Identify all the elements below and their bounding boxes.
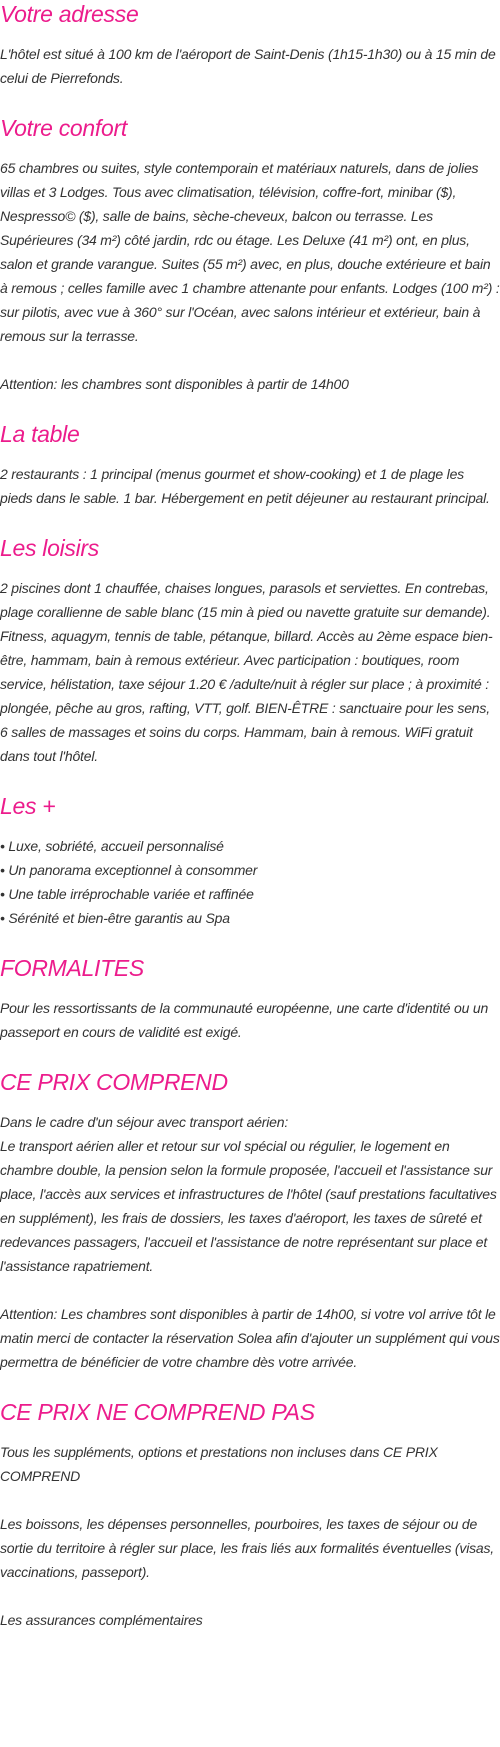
confort-attention: Attention: les chambres sont disponibles à partir de 14h00 bbox=[0, 376, 349, 392]
section-title-table: La table bbox=[0, 421, 80, 447]
section-title-confort: Votre confort bbox=[0, 115, 127, 141]
formalites-text: Pour les ressortissants de la communauté européenne, une carte d'identité ou un passeport en cours de validité est exigé. bbox=[0, 1000, 489, 1040]
section-title-formalites: FORMALITES bbox=[0, 955, 144, 981]
plus-item: • Une table irréprochable variée et raffinée bbox=[0, 886, 254, 902]
plus-item: • Sérénité et bien-être garantis au Spa bbox=[0, 910, 230, 926]
ne-comprend-assurances: Les assurances complémentaires bbox=[0, 1612, 203, 1628]
loisirs-text: 2 piscines dont 1 chauffée, chaises longues, parasols et serviettes. En contrebas, plage corallienne de sable blanc (15 min à pied ou navette gratuite sur demande). Fitness, aquagym, tennis de table, pétanque, billard. Accès au 2ème espace bien-être, hammam, bain à remous extérieur. Avec participation : boutiques, room service, hélistation, taxe séjour 1.20 € /adulte/nuit à régler sur place ; à proximité : plongée, pêche au gros, rafting, VTT, golf. BIEN-ÊTRE : sanctuaire pour les sens, 6 salles de massages et soins du corps. Hammam, bain à remous. WiFi gratuit dans tout l'hôtel. bbox=[0, 580, 493, 764]
comprend-attention: Attention: Les chambres sont disponibles à partir de 14h00, si votre vol arrive tôt le matin merci de contacter la réservation Solea afin d'ajouter un supplément qui vous permettra de bénéficier de votre chambre dès votre arrivée. bbox=[0, 1306, 500, 1370]
section-title-adresse: Votre adresse bbox=[0, 1, 139, 27]
plus-item: • Luxe, sobriété, accueil personnalisé bbox=[0, 838, 224, 854]
confort-text: 65 chambres ou suites, style contemporain et matériaux naturels, dans de jolies villas et 3 Lodges. Tous avec climatisation, télévision, coffre-fort, minibar ($), Nespresso© ($), salle de bains, sèche-cheveux, balcon ou terrasse. Les Supérieures (34 m²) côté jardin, rdc ou étage. Les Deluxe (41 m²) ont, en plus, salon et grande varangue. Suites (55 m²) avec, en plus, douche extérieure et bain à remous ; celles famille avec 1 chambre attenante pour enfants. Lodges (100 m²) : sur pilotis, avec vue à 360° sur l'Océan, avec salons intérieur et extérieur, bain à remous sur la terrasse. bbox=[0, 160, 500, 344]
plus-item: • Un panorama exceptionnel à consommer bbox=[0, 862, 258, 878]
section-title-plus: Les + bbox=[0, 793, 56, 819]
comprend-intro: Dans le cadre d'un séjour avec transport aérien: bbox=[0, 1114, 289, 1130]
section-title-ne-comprend: CE PRIX NE COMPREND PAS bbox=[0, 1399, 315, 1425]
ne-comprend-text: Tous les suppléments, options et prestations non incluses dans CE PRIX COMPREND bbox=[0, 1444, 438, 1484]
ne-comprend-details: Les boissons, les dépenses personnelles, pourboires, les taxes de séjour ou de sortie du territoire à régler sur place, les frais liés aux formalités éventuelles (visas, vaccinations, passeport). bbox=[0, 1516, 494, 1580]
section-title-comprend: CE PRIX COMPREND bbox=[0, 1069, 228, 1095]
comprend-text: Le transport aérien aller et retour sur vol spécial ou régulier, le logement en chambre double, la pension selon la formule proposée, l'accueil et l'assistance sur place, l'accès aux services et infrastructures de l'hôtel (sauf prestations facultatives en supplément), les frais de dossiers, les taxes d'aéroport, les taxes de sûreté et redevances passagers, l'accueil et l'assistance de notre représentant sur place et l'assistance rapatriement. bbox=[0, 1138, 497, 1274]
table-text: 2 restaurants : 1 principal (menus gourmet et show-cooking) et 1 de plage les pieds dans le sable. 1 bar. Hébergement en petit déjeuner au restaurant principal. bbox=[0, 466, 490, 506]
section-title-loisirs: Les loisirs bbox=[0, 535, 99, 561]
adresse-text: L'hôtel est situé à 100 km de l'aéroport de Saint-Denis (1h15-1h30) ou à 15 min de celui de Pierrefonds. bbox=[0, 46, 496, 86]
